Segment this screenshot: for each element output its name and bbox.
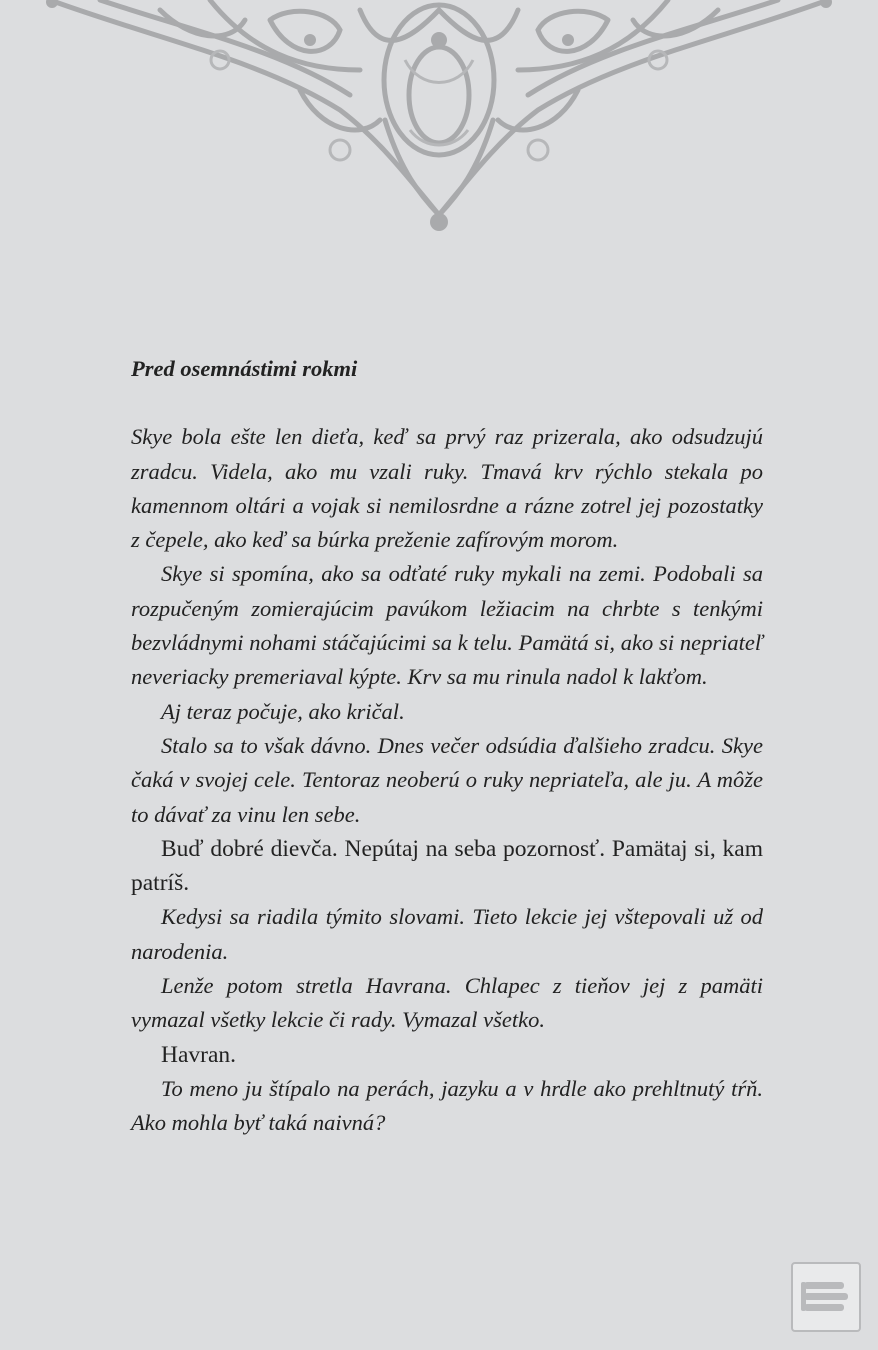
chapter-text (131, 352, 763, 1141)
decorative-ornament-icon (40, 0, 838, 240)
paragraph: Lenže potom stretla Havrana. Chlapec z tieňov jej z pamäti vymazal všetky lekcie či rady. Vymazal všetko. (131, 973, 763, 1033)
paragraph-quote: Buď dobré dievča. Nepútaj na seba pozornosť. Pamätaj si, kam patríš. (131, 835, 763, 897)
paragraph-name: Havran. (161, 1041, 237, 1068)
chapter-heading: Pred osemnástimi rokmi (131, 356, 358, 381)
paragraph: Kedysi sa riadila týmito slovami. Tieto lekcie jej vštepovali už od narodenia. (131, 904, 763, 964)
menu-button[interactable] (791, 1262, 861, 1332)
paragraph: Aj teraz počuje, ako kričal. (161, 698, 405, 724)
stacked-lines-menu-icon (793, 1264, 859, 1330)
paragraph: To meno ju štípalo na perách, jazyku a v hrdle ako prehltnutý tŕň. Ako mohla byť taká naivná? (131, 1075, 763, 1136)
paragraph: Skye bola ešte len dieťa, keď sa prvý raz prizerala, ako odsudzujú zradcu. Videla, ako mu vzali ruky. Tmavá krv rýchlo stekala po kamennom oltári a vojak si nemilosrdne a rázne zotrel jej pozostatky z čepele, ako keď sa búrka preženie zafírovým morom. (131, 424, 763, 553)
paragraph: Stalo sa to však dávno. Dnes večer odsúdia ďalšieho zradcu. Skye čaká v svojej cele. Tentoraz neoberú o ruky nepriateľa, ale ju. A môže to dávať za vinu len sebe. (131, 732, 763, 827)
paragraph: Skye si spomína, ako sa odťaté ruky mykali na zemi. Podobali sa rozpučeným zomierajúcim pavúkom ležiacim na chrbte s tenkými bezvládnymi nohami stáčajúcimi sa k telu. Pamätá si, ako si nepriateľ neveriacky premeriaval kýpte. Krv sa mu rinula nadol k lakťom. (131, 561, 763, 690)
